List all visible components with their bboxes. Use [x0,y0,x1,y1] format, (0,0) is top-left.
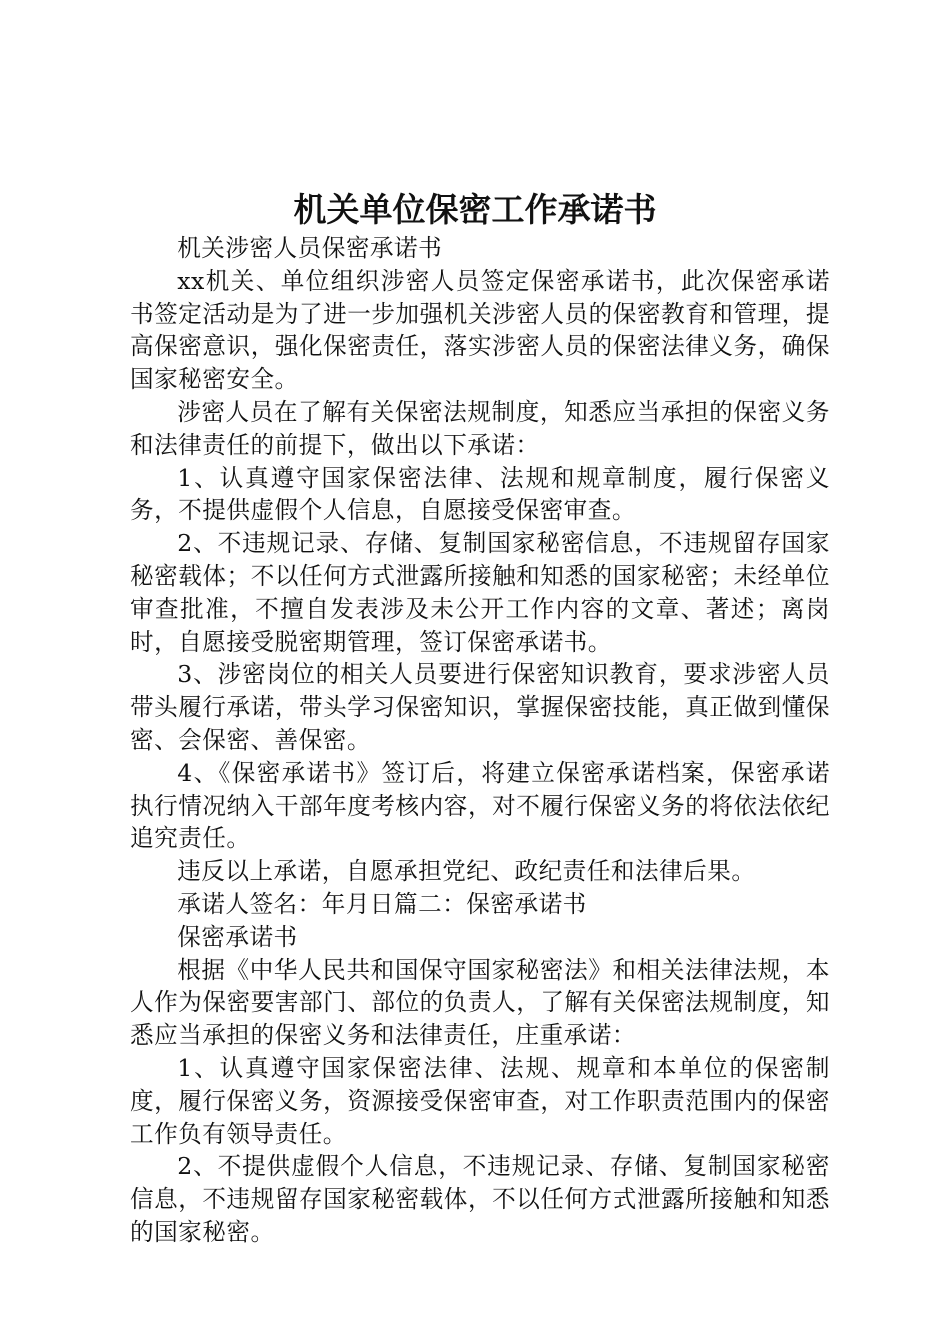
paragraph-consequence: 违反以上承诺，自愿承担党纪、政纪责任和法律后果。 [177,857,756,886]
document-body [130,232,830,1249]
paragraph-item-3: 3、涉密岗位的相关人员要进行保密知识教育，要求涉密人员带头履行承诺，带头学习保密知识，掌握保密技能，真正做到懂保密、会保密、善保密。 [130,660,830,754]
paragraph-intro: xx机关、单位组织涉密人员签定保密承诺书，此次保密承诺书签定活动是为了进一步加强机关涉密人员的保密教育和管理，提高保密意识，强化保密责任，落实涉密人员的保密法律义务，确保国家秘密安全。 [130,266,830,394]
paragraph-item-1: 1、认真遵守国家保密法律、法规和规章制度，履行保密义务，不提供虚假个人信息，自愿接受保密审查。 [130,463,830,525]
paragraph-item-2: 2、不违规记录、存储、复制国家秘密信息，不违规留存国家秘密载体；不以任何方式泄露所接触和知悉的国家秘密；未经单位审查批准，不擅自发表涉及未公开工作内容的文章、著述；离岗时，自愿接受脱密期管理，签订保密承诺书。 [130,529,830,656]
paragraph-item-2-2: 2、不提供虚假个人信息，不违规记录、存储、复制国家秘密信息，不违规留存国家秘密载体，不以任何方式泄露所接触和知悉的国家秘密。 [130,1152,830,1246]
paragraph-subtitle-2: 保密承诺书 [177,922,298,951]
document-title: 机关单位保密工作承诺书 [293,190,657,229]
paragraph-premise: 涉密人员在了解有关保密法规制度，知悉应当承担的保密义务和法律责任的前提下，做出以下承诺： [130,397,830,459]
paragraph-intro-2: 根据《中华人民共和国保守国家秘密法》和相关法律法规，本人作为保密要害部门、部位的负责人，了解有关保密法规制度，知悉应当承担的保密义务和法律责任，庄重承诺： [130,955,830,1050]
paragraph-item-4: 4、《保密承诺书》签订后，将建立保密承诺档案，保密承诺执行情况纳入干部年度考核内容，对不履行保密义务的将依法依纪追究责任。 [130,758,830,853]
paragraph-item-2-1: 1、认真遵守国家保密法律、法规、规章和本单位的保密制度，履行保密义务，资源接受保密审查，对工作职责范围内的保密工作负有领导责任。 [130,1053,830,1148]
paragraph-subtitle: 机关涉密人员保密承诺书 [177,234,443,262]
paragraph-signature: 承诺人签名：年月日篇二：保密承诺书 [177,889,587,918]
